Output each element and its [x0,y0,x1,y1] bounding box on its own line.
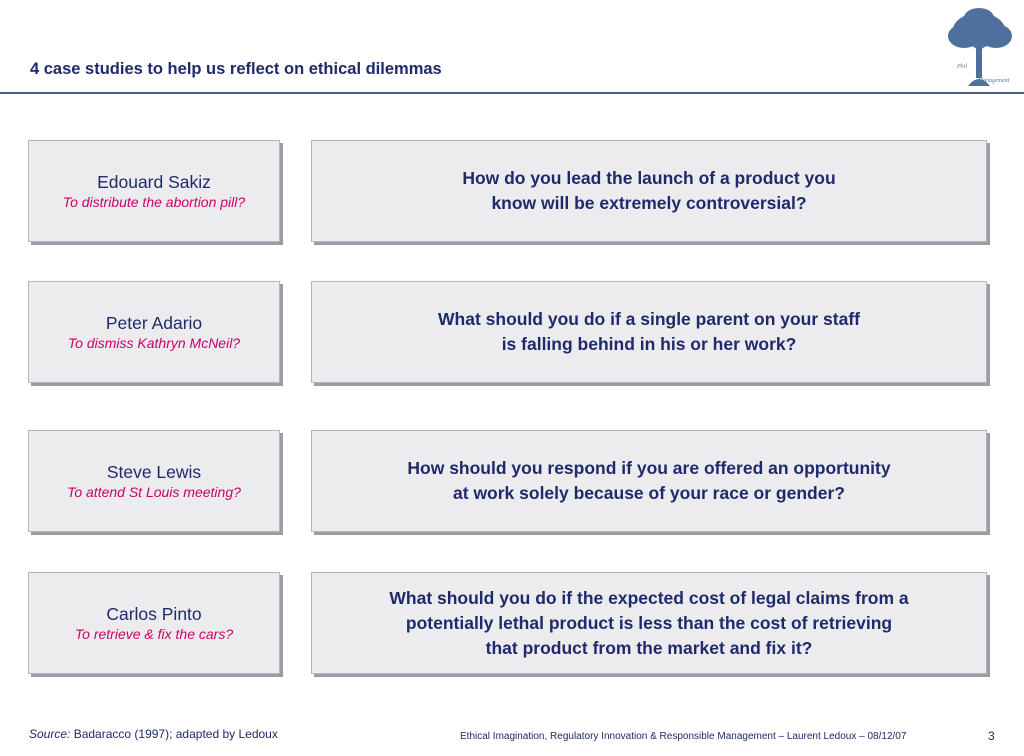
case-question-card [311,140,987,242]
case-dilemma: To retrieve & fix the cars? [74,625,234,642]
case-question-card [311,281,987,383]
footer-credit: Ethical Imagination, Regulatory Innovation & Responsible Management – Laurent Ledoux – 08/12/07 [460,731,907,742]
case-dilemma: To attend St Louis meeting? [67,483,241,500]
question-line: at work solely because of your race or gender? [453,483,845,503]
question-line: What should you do if a single parent on your staff [438,309,860,329]
case-name-card [28,140,280,242]
case-name: Steve Lewis [106,461,202,482]
source-note [29,727,278,741]
page-title: 4 case studies to help us reflect on ethical dilemmas [30,60,442,78]
question-line: How should you respond if you are offered an opportunity [407,458,891,478]
question-line: potentially lethal product is less than the cost of retrieving [405,612,893,633]
case-name-card [28,572,280,674]
question-line: know will be extremely controversial? [491,193,807,213]
case-name: Carlos Pinto [106,603,202,624]
case-name: Edouard Sakiz [97,171,211,192]
question-line: is falling behind in his or her work? [501,334,797,354]
question-line: How do you lead the launch of a product you [462,168,836,188]
page-number: 3 [988,729,995,743]
title-divider [0,92,1024,94]
logo-text: Management [978,78,1010,84]
case-question-card [311,430,987,532]
case-name-card [28,281,280,383]
case-name: Peter Adario [105,312,203,333]
case-dilemma: To dismiss Kathryn McNeil? [67,334,241,351]
case-question-card [311,572,987,674]
question-line: What should you do if the expected cost of legal claims from a [389,587,909,608]
question-line: that product from the market and fix it? [485,637,813,658]
source-label: Source: [29,727,71,741]
source-text: Badaracco (1997); adapted by Ledoux [70,727,278,741]
logo-text: Phil [957,64,967,70]
case-name-card [28,430,280,532]
case-dilemma: To distribute the abortion pill? [62,193,246,210]
